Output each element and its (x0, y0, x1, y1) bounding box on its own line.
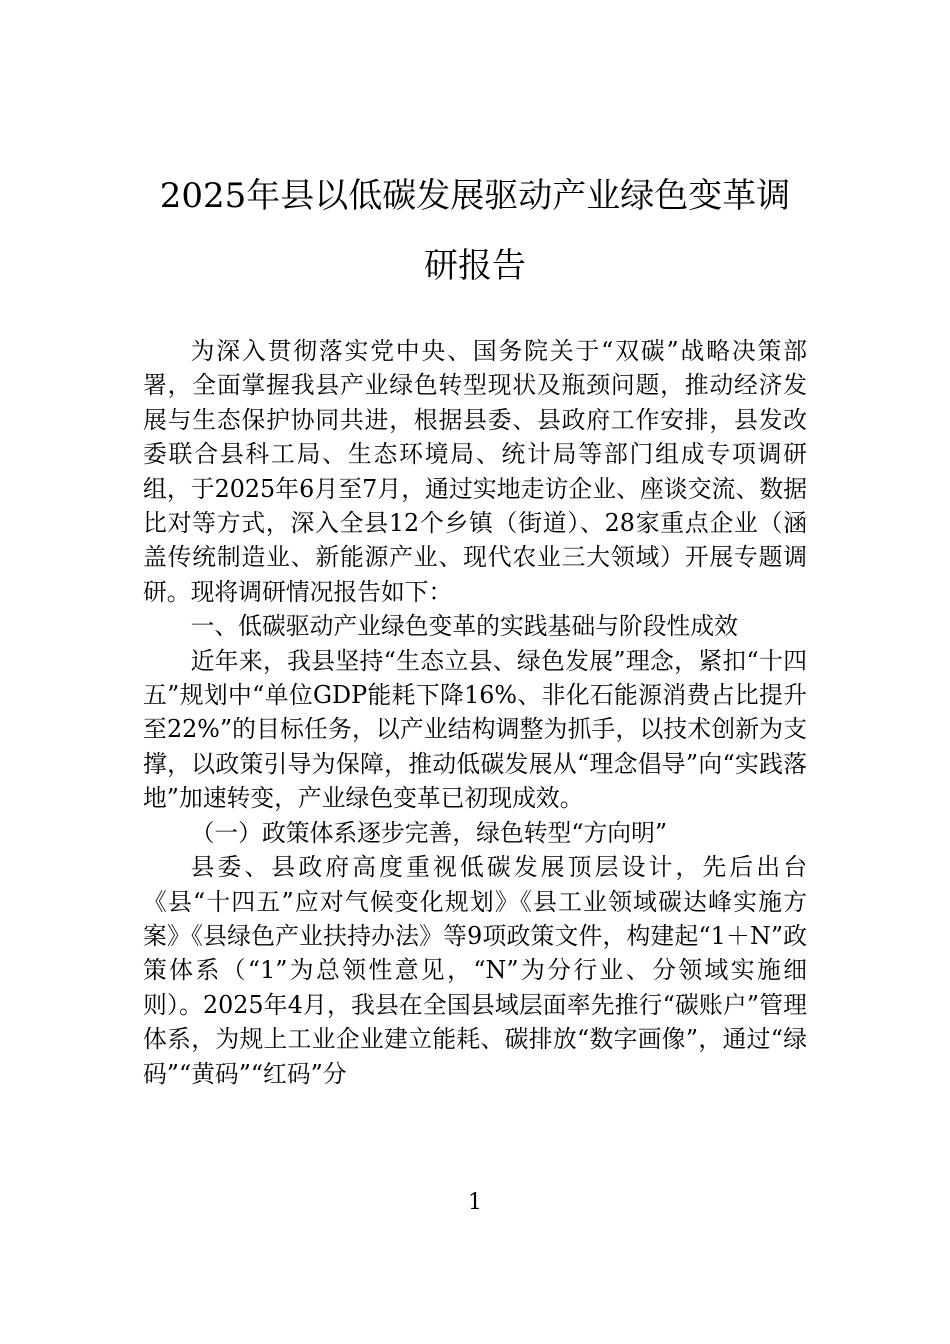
subsection-heading-1: （一）政策体系逐步完善，绿色转型“方向明” (190, 818, 668, 847)
page-number: 1 (468, 1190, 482, 1215)
paragraph-subsection-1: 县委、县政府高度重视低碳发展顶层设计，先后出台《县“十四五”应对气候变化规划》《县工业领域碳达峰实施方案》《县绿色产业扶持办法》等9项政策文件，构建起“1＋N”政策体系（“1”为总领性意见，“N”为分行业、分领域实施细则）。2025年4月，我县在全国县域层面率先推行“碳账户”管理体系，为规上工业企业建立能耗、碳排放“数字画像”，通过“绿码”“黄码”“红码”分 (143, 853, 807, 1088)
paragraph-intro: 为深入贯彻落实党中央、国务院关于“双碳”战略决策部署，全面掌握我县产业绿色转型现状及瓶颈问题，推动经济发展与生态保护协同共进，根据县委、县政府工作安排，县发改委联合县科工局、生态环境局、统计局等部门组成专项调研组，于2025年6月至7月，通过实地走访企业、座谈交流、数据比对等方式，深入全县12个乡镇（街道）、28家重点企业（涵盖传统制造业、新能源产业、现代农业三大领域）开展专题调研。现将调研情况报告如下： (143, 337, 807, 606)
document-title-line-2: 研报告 (424, 246, 526, 286)
paragraph-section-1: 近年来，我县坚持“生态立县、绿色发展”理念，紧扣“十四五”规划中“单位GDP能耗下降16%、非化石能源消费占比提升至22%”的目标任务，以产业结构调整为抓手，以技术创新为支撑，以政策引导为保障，推动低碳发展从“理念倡导”向“实践落地”加速转变，产业绿色变革已初现成效。 (143, 646, 807, 813)
document-body (143, 334, 807, 1091)
section-heading-1: 一、低碳驱动产业绿色变革的实践基础与阶段性成效 (190, 612, 738, 641)
document-title-line-1: 2025年县以低碳发展驱动产业绿色变革调 (159, 176, 791, 216)
